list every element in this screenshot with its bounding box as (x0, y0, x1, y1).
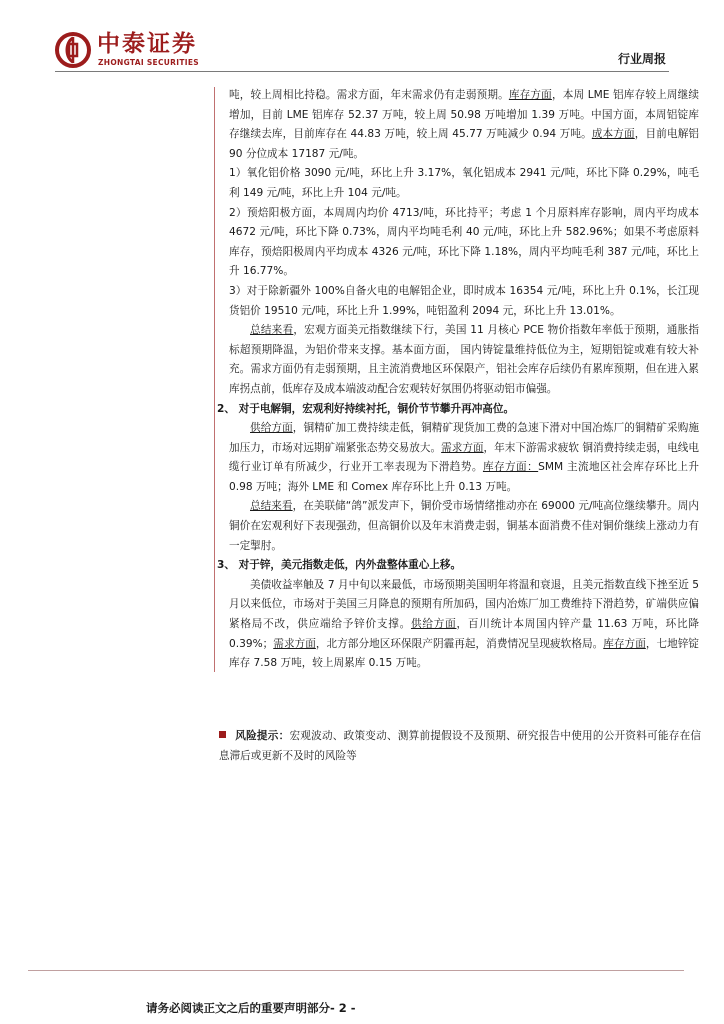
square-bullet-icon (219, 731, 226, 738)
aluminum-text-c: ，本周 LME 铝库存较上周继续增加，目前 LME 铝库存 52.37 万吨，较上周 50.98 万吨增加 1.39 万吨。中国方面，本周铝锭库存继续去库，目前库存在 44.83 万吨，较上周 45.77 万吨减少 0.94 万吨。 (229, 89, 699, 141)
header-divider (55, 71, 669, 72)
footer-divider (28, 970, 684, 971)
zinc-demand-label: 需求方面 (273, 637, 316, 650)
copper-inventory-text: SMM 主流地区社会库存环比上升 0.98 万吨；海外 LME 和 Comex 库存环比上升 0.13 万吨。 (229, 461, 699, 493)
risk-paragraph (219, 727, 701, 766)
zinc-text-a: 美债收益率触及 7 月中旬以来最低，市场预期美国明年将温和衰退，且美元指数直线下挫至近 5 月以来低位，市场对于美国三月降息的预期有所加码，国内冶炼厂加工费维持下滑趋势，矿端供应偏紧格局不改，供应端给予锌价支撑。 (229, 578, 699, 631)
aluminum-paragraph (229, 86, 699, 164)
logo-english-text: ZHONGTAI SECURITIES (98, 58, 199, 67)
zinc-inventory-label: 库存方面 (603, 637, 646, 650)
aluminum-text-a: 吨，较上周相比持稳。需求方面，年末需求仍有走弱预期。 (229, 89, 509, 101)
zinc-demand-text: ，北方部分地区环保限产阴霾再起，消费情况呈现疲软格局。 (315, 637, 604, 650)
aluminum-item-1: 1）氧化铝价格 3090 元/吨，环比上升 3.17%，氧化铝成本 2941 元/吨，环比下降 0.29%，吨毛利 149 元/吨，环比上升 104 元/吨。 (229, 167, 699, 199)
report-body (217, 86, 700, 674)
zinc-paragraph (229, 576, 699, 674)
copper-heading: 2、 对于电解铜，宏观利好持续衬托，铜价节节攀升再冲高位。 (217, 402, 515, 415)
aluminum-summary-text: ，宏观方面美元指数继续下行，美国 11 月核心 PCE 物价指数年率低于预期，通胀指标超预期降温，为铝价带来支撑。基本面方面， 国内铸锭量维持低位为主，短期铝锭或难有较大补充。需求方面仍有走弱预期，且主流消费地区环保限产，铝社会库存后续仍有累库预期，但在进入累库拐点前，低库存及成本端波动配合宏观转好氛围仍将驱动铝市偏强。 (229, 324, 699, 395)
aluminum-text-e: ，目前电解铝 90 分位成本 17187 元/吨。 (229, 128, 700, 160)
copper-summary (229, 497, 699, 556)
aluminum-item-3: 3）对于除新疆外 100%自备火电的电解铝企业，即时成本 16354 元/吨，环比上升 0.1%，长江现货铝价 19510 元/吨，环比上升 1.99%，吨铝盈利 2094 元，环比上升 13.01%。 (229, 284, 699, 317)
aluminum-summary-label: 总结来看 (250, 324, 294, 337)
aluminum-summary (229, 321, 699, 399)
footer-disclaimer: 请务必阅读正文之后的重要声明部分- 2 - (146, 1001, 356, 1015)
zinc-supply-label: 供给方面 (410, 618, 457, 631)
copper-inventory-label: 库存方面： (482, 461, 539, 474)
copper-demand-label: 需求方面 (441, 441, 484, 454)
risk-label: 风险提示： (235, 730, 290, 742)
zinc-inventory-text: ，七地锌锭库存 7.58 万吨，较上周累库 0.15 万吨。 (229, 637, 700, 670)
copper-supply-label: 供给方面 (250, 422, 293, 435)
zinc-heading: 3、 对于锌，美元指数走低，内外盘整体重心上移。 (217, 559, 462, 572)
copper-summary-text: ，在美联储“鸽”派发声下，铜价受市场情绪推动亦在 69000 元/吨高位继续攀升。周内铜价在宏观利好下表现强劲，但高铜价以及年末消费走弱，铜基本面消费不佳对铜价继续上涨动力有一定掣肘。 (229, 500, 699, 552)
risk-text: 宏观波动、政策变动、测算前提假设不及预期、研究报告中使用的公开资料可能存在信息滞后或更新不及时的风险等 (219, 730, 702, 762)
report-type-label: 行业周报 (617, 52, 666, 66)
zinc-supply-text: ，百川统计本周国内锌产量 11.63 万吨，环比降 0.39%； (229, 618, 700, 650)
aluminum-inventory-label: 库存方面 (508, 89, 552, 101)
zhongtai-logo-icon (55, 32, 91, 68)
copper-supply-text: ，铜精矿加工费持续走低，铜精矿现货加工费的急速下滑对中国冶炼厂的铜精矿采购施加压力，市场对远期矿端紧张态势交易放大。 (229, 422, 700, 454)
content-left-rule (214, 87, 215, 672)
logo-chinese-text: 中泰证券 (97, 31, 197, 57)
aluminum-cost-label: 成本方面 (591, 128, 635, 141)
risk-notice (219, 727, 701, 766)
copper-summary-label: 总结来看 (250, 500, 293, 513)
aluminum-item-2: 2）预焙阳极方面，本周周内均价 4713/吨，环比持平；考虑 1 个月原料库存影响，周内平均成本 4672 元/吨，环比下降 0.73%，周内平均吨毛利 40 元/吨，环比上升 582.96%；如果不考虑原料库存，预焙阳极周内平均成本 4326 元/吨，环比下降 1.18%，周内平均吨毛利 387 元/吨，环比上升 16.77%。 (229, 206, 699, 278)
copper-paragraph (229, 419, 699, 497)
copper-demand-text: ，年末下游需求疲软 铜消费持续走弱，电线电缆行业订单有所减少，行业开工率表现为下滑趋势。 (229, 441, 699, 474)
